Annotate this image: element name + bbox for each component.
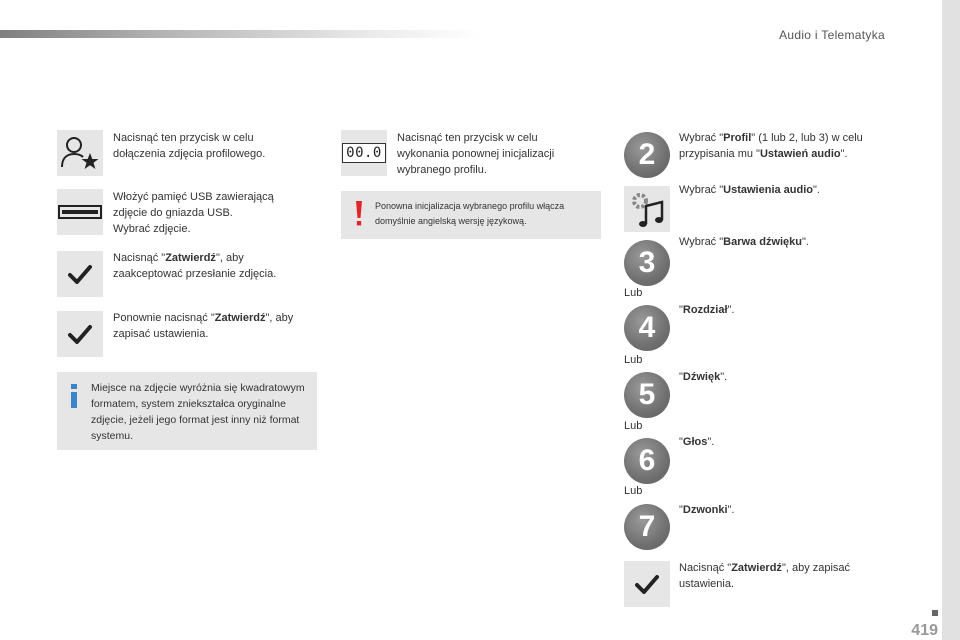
step-select-profile-text: Wybrać "Profil" (1 lub 2, lub 3) w celu przypisania mu "Ustawień audio". [679, 132, 863, 160]
display-reset-icon [341, 130, 387, 176]
or-label: Lub [624, 287, 643, 299]
gear-music-icon [624, 186, 670, 232]
step-distribution-text: "Rozdział". [679, 304, 735, 316]
step-reset-profile-text: Nacisnąć ten przycisk w celu wykonania ponownej inicjalizacji wybranego profilu. [397, 132, 555, 176]
step-confirm-final-text: Nacisnąć "Zatwierdź", aby zapisać ustawienia. [679, 562, 851, 590]
usb-slot-icon [57, 189, 103, 235]
or-label: Lub [624, 420, 643, 432]
profile-star-icon [57, 130, 103, 176]
step-confirm-save-text: Ponownie nacisnąć "Zatwierdź", aby zapisać ustawienia. [113, 312, 294, 340]
page-number: 419 [911, 622, 938, 639]
step-confirm-upload-text: Nacisnąć "Zatwierdź", aby zaakceptować przesłanie zdjęcia. [113, 252, 277, 280]
step-number-3: 3 [624, 240, 670, 286]
page-edge-bar [942, 0, 960, 640]
step-number-4: 4 [624, 305, 670, 351]
display-value: 00.0 [342, 143, 386, 163]
info-note [57, 372, 317, 450]
step-profile-photo-text: Nacisnąć ten przycisk w celu dołączenia zdjęcia profilowego. [113, 132, 266, 160]
step-number-6: 6 [624, 438, 670, 484]
step-usb-text: Włożyć pamięć USB zawierającą zdjęcie do gniazda USB. Wybrać zdjęcie. [113, 191, 274, 235]
checkmark-icon [624, 561, 670, 607]
or-label: Lub [624, 485, 643, 497]
step-sound-tone-text: Wybrać "Barwa dźwięku". [679, 236, 809, 248]
step-sound-text: "Dźwięk". [679, 371, 728, 383]
section-title: Audio i Telematyka [779, 28, 885, 42]
warning-note-text: Ponowna inicjalizacja wybranego profilu włącza domyślnie angielską wersję językową. [375, 201, 565, 226]
step-number-5: 5 [624, 372, 670, 418]
warning-note [341, 191, 601, 239]
header-gradient-bar [0, 30, 480, 38]
step-audio-settings-text: Wybrać "Ustawienia audio". [679, 184, 820, 196]
or-label: Lub [624, 354, 643, 366]
info-note-text: Miejsce na zdjęcie wyróżnia się kwadratowym formatem, system zniekształca oryginalne zdjęcie, jeżeli jego format jest inny niż format systemu. [91, 382, 305, 442]
step-number-2: 2 [624, 132, 670, 178]
warning-icon [355, 201, 363, 227]
checkmark-icon [57, 311, 103, 357]
checkmark-icon [57, 251, 103, 297]
step-number-7: 7 [624, 504, 670, 550]
page-marker [932, 610, 938, 616]
info-icon [71, 384, 77, 408]
step-ringtones-text: "Dzwonki". [679, 504, 735, 516]
step-voice-text: "Głos". [679, 436, 715, 448]
